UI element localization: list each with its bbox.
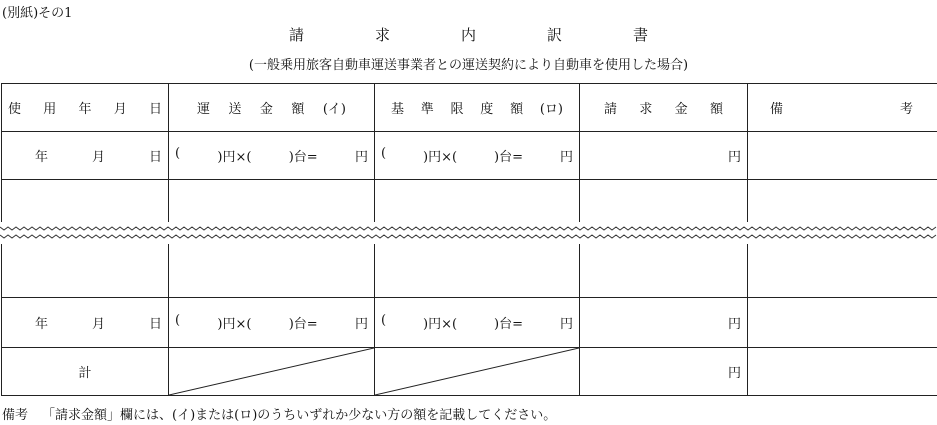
header-standard-limit: 基 準 限 度 額 (ロ) [375, 84, 580, 132]
fare-total-struck [169, 348, 375, 396]
table-row [2, 298, 937, 348]
header-row [2, 84, 937, 132]
limit-formula-field[interactable]: ( )円×( )台= 円 [375, 132, 580, 180]
total-row [2, 348, 937, 396]
footnote-text: 「請求金額」欄には、(イ)または(ロ)のうちいずれか少ない方の額を記載してください。 [42, 408, 557, 423]
title-char: 求 [374, 26, 390, 44]
limit-total-struck [375, 348, 580, 396]
header-fare-amount: 運 送 金 額 (イ) [169, 84, 375, 132]
footnote [2, 404, 556, 423]
remarks-field[interactable] [748, 132, 937, 180]
claim-total-field[interactable]: 円 [580, 348, 748, 396]
date-field[interactable]: 年 月 日 [2, 298, 169, 348]
total-label: 計 [2, 348, 169, 396]
title-char: 書 [632, 26, 648, 44]
remarks-field[interactable] [748, 298, 937, 348]
document-subtitle: (一般乗用旅客自動車運送事業者との運送契約により自動車を使用した場合) [248, 58, 689, 73]
diagonal-strike [375, 348, 579, 395]
header-claim-amount: 請 求 金 額 [580, 84, 748, 132]
footnote-lead: 備考 [2, 408, 29, 423]
claim-amount-field[interactable]: 円 [580, 298, 748, 348]
date-field[interactable]: 年 月 日 [2, 132, 169, 180]
fare-formula-field[interactable]: ( )円×( )台= 円 [169, 132, 375, 180]
header-usage-date: 使 用 年 月 日 [2, 84, 169, 132]
annex-label: (別紙)その1 [2, 6, 73, 21]
title-char: 請 [288, 26, 304, 44]
diagonal-strike [169, 348, 374, 395]
document-title [0, 24, 937, 45]
zigzag-break-lines [0, 222, 937, 244]
table-row [2, 132, 937, 180]
claim-amount-field[interactable]: 円 [580, 132, 748, 180]
omission-break-band [0, 222, 937, 244]
remarks-field[interactable] [748, 348, 937, 396]
title-char: 内 [460, 26, 476, 44]
title-char: 訳 [546, 26, 562, 44]
header-remarks: 備 考 [748, 84, 937, 132]
fare-formula-field[interactable]: ( )円×( )台= 円 [169, 298, 375, 348]
limit-formula-field[interactable]: ( )円×( )台= 円 [375, 298, 580, 348]
